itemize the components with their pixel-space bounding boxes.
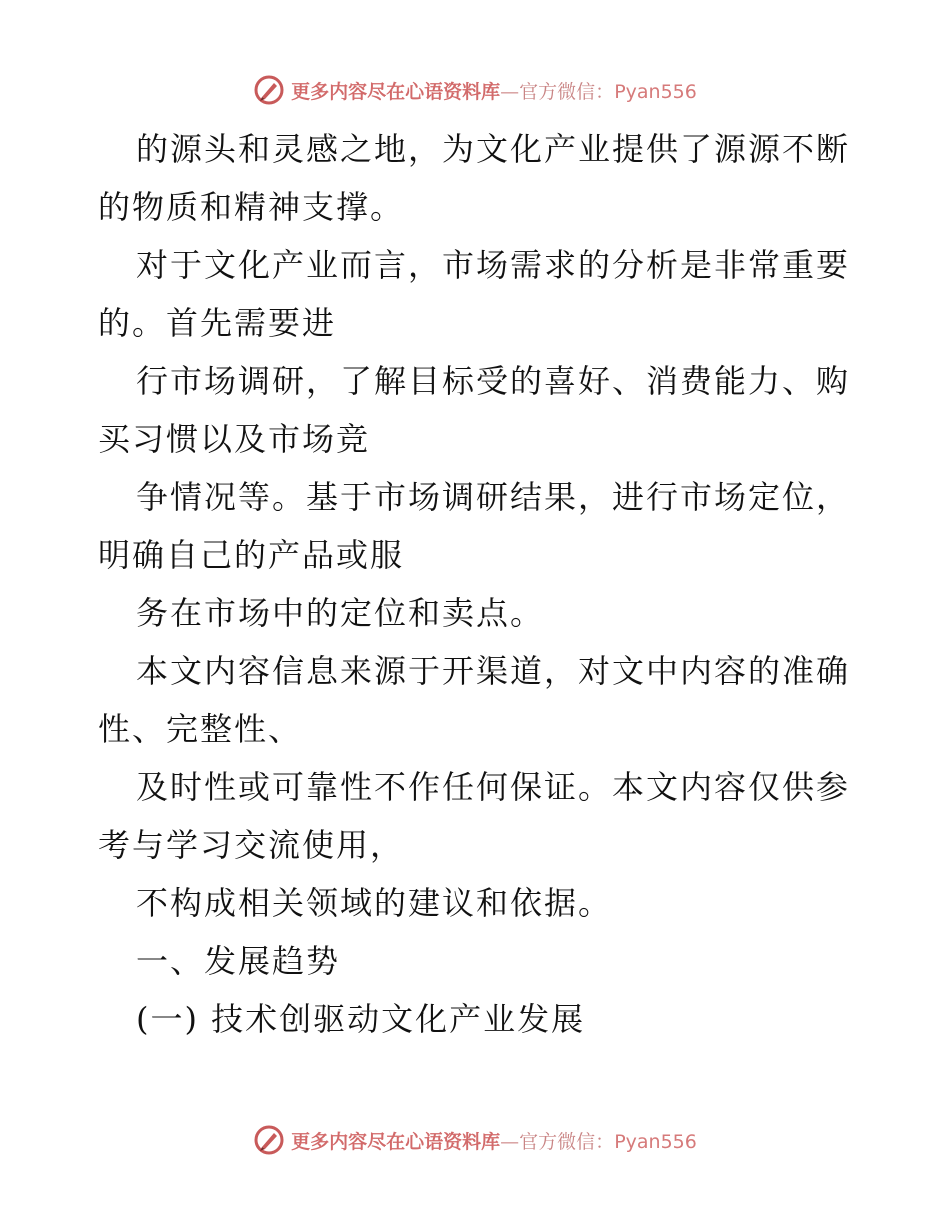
pen-logo-icon — [253, 74, 285, 106]
text-line: 的。首先需要进 — [98, 304, 337, 342]
watermark-text — [291, 1127, 697, 1154]
pen-logo-icon — [253, 1124, 285, 1156]
watermark-dash: — — [500, 1130, 520, 1153]
text-line: 一、发展趋势 — [136, 942, 341, 980]
text-line: 考与学习交流使用， — [98, 826, 405, 864]
text-line: (一) 技术创驱动文化产业发展 — [136, 1000, 586, 1038]
text-line: 买习惯以及市场竞 — [98, 420, 371, 458]
text-line: 的源头和灵感之地，为文化产业提供了源源不断 — [136, 130, 851, 168]
footer-watermark — [0, 1120, 950, 1160]
watermark-wechat-label: 官方微信： — [519, 80, 615, 103]
text-line: 本文内容信息来源于开渠道，对文中内容的准确 — [136, 652, 851, 690]
watermark-text — [291, 77, 697, 104]
text-line: 的物质和精神支撑。 — [98, 188, 405, 226]
watermark-title: 更多内容尽在心语资料库 — [291, 1130, 501, 1153]
text-line: 不构成相关领域的建议和依据。 — [136, 884, 613, 922]
watermark-wechat-id: Pyan556 — [614, 80, 697, 103]
text-line: 性、完整性、 — [98, 710, 303, 748]
text-line: 及时性或可靠性不作任何保证。本文内容仅供参 — [136, 768, 851, 806]
text-line: 争情况等。基于市场调研结果，进行市场定位， — [136, 478, 851, 516]
watermark-title: 更多内容尽在心语资料库 — [291, 80, 501, 103]
text-line: 明确自己的产品或服 — [98, 536, 405, 574]
watermark-wechat-id: Pyan556 — [614, 1130, 697, 1153]
text-line: 对于文化产业而言，市场需求的分析是非常重要 — [136, 246, 851, 284]
watermark-wechat-label: 官方微信： — [519, 1130, 615, 1153]
text-line: 行市场调研，了解目标受的喜好、消费能力、购 — [136, 362, 851, 400]
watermark-dash: — — [500, 80, 520, 103]
header-watermark — [0, 70, 950, 110]
document-body — [98, 120, 868, 1048]
text-line: 务在市场中的定位和卖点。 — [136, 594, 545, 632]
